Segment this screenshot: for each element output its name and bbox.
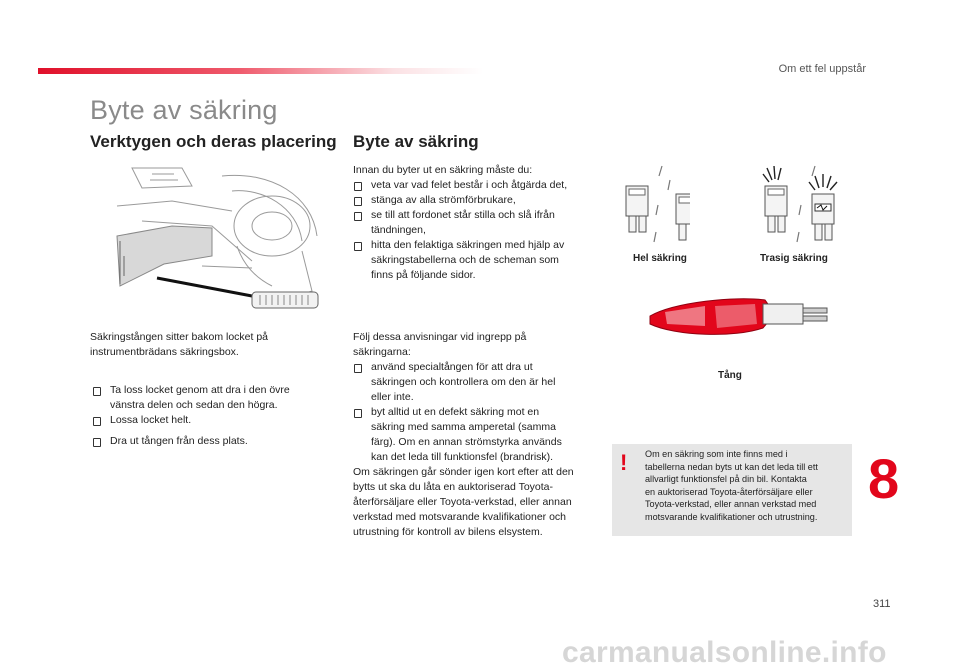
- fuse-location-caption: Säkringstången sitter bakom locket på instrumentbrädans säkringsbox.: [90, 331, 269, 358]
- list-item: hitta den felaktiga säkringen med hjälp av säkringstabellerna och de scheman som finns på följande sidor.: [353, 238, 598, 283]
- fuse-replacement-heading: Byte av säkring: [353, 132, 479, 151]
- fuse-pliers-illustration: [645, 288, 830, 350]
- list-item: Lossa locket helt.: [92, 413, 332, 428]
- warning-text: Om en säkring som inte finns med i tabellerna nedan byts ut kan det leda till ett allvarligt funktionsfel på din bil. Kontakta en auktoriserad Toyota-återförsäljare eller Toyota-verkstad, eller annan verkstad med motsvarande kvalifikationer och utrustning.: [645, 449, 818, 522]
- chapter-title: Om ett fel uppstår: [778, 63, 866, 75]
- good-fuse-illustration: [618, 160, 690, 250]
- dashboard-fusebox-illustration: [112, 166, 320, 306]
- fuse-instructions: Följ dessa anvisningar vid ingrepp på säkringarna: använd specialtången för att dra ut säkringen och kontrollera om den är hel eller inte. byt alltid ut en defekt säkring mot en säkring med samma amperetal (samma färg). Om en annan strömstyrka används kan det leda till funktionsfel (brandrisk). Om säkringen går sönder igen kort efter att den bytts ut ska du låta en auktoriserad Toyota- återförsäljare eller Toyota-verkstad, eller annan verkstad med motsvarande kvalifikationer och utrustning för kontroll av bilens elsystem.: [353, 330, 598, 540]
- list-item: Dra ut tången från dess plats.: [92, 434, 332, 449]
- watermark: carmanualsonline.info: [562, 636, 887, 669]
- page-number: 311: [873, 598, 891, 610]
- blown-fuse-label: Trasig säkring: [760, 253, 828, 264]
- blown-fuse-illustration: [755, 160, 845, 250]
- header-accent-bar: [38, 68, 483, 74]
- page-title: Byte av säkring: [90, 95, 278, 125]
- list-item: veta var vad felet består i och åtgärda det,: [353, 178, 598, 193]
- checklist-intro: Innan du byter ut en säkring måste du:: [353, 164, 533, 176]
- list-item: byt alltid ut en defekt säkring mot en säkring med samma amperetal (samma färg). Om en annan strömstyrka används kan det leda till funktionsfel (brandrisk).: [353, 405, 598, 465]
- list-item: använd specialtången för att dra ut säkringen och kontrollera om den är hel eller inte.: [353, 360, 598, 405]
- list-item: se till att fordonet står stilla och slå ifrån tändningen,: [353, 208, 598, 238]
- list-item: Ta loss locket genom att dra i den övre vänstra delen och sedan den högra.: [92, 383, 332, 413]
- chapter-number: 8: [868, 447, 900, 510]
- tool-removal-steps: [92, 383, 332, 449]
- good-fuse-label: Hel säkring: [633, 253, 687, 264]
- list-item: stänga av alla strömförbrukare,: [353, 193, 598, 208]
- pliers-label: Tång: [718, 370, 742, 381]
- tools-heading: Verktygen och deras placering: [90, 132, 337, 151]
- exclamation-icon: !: [620, 450, 628, 475]
- fuse-tool-detail-illustration: [250, 288, 322, 312]
- preparation-checklist: [353, 163, 598, 283]
